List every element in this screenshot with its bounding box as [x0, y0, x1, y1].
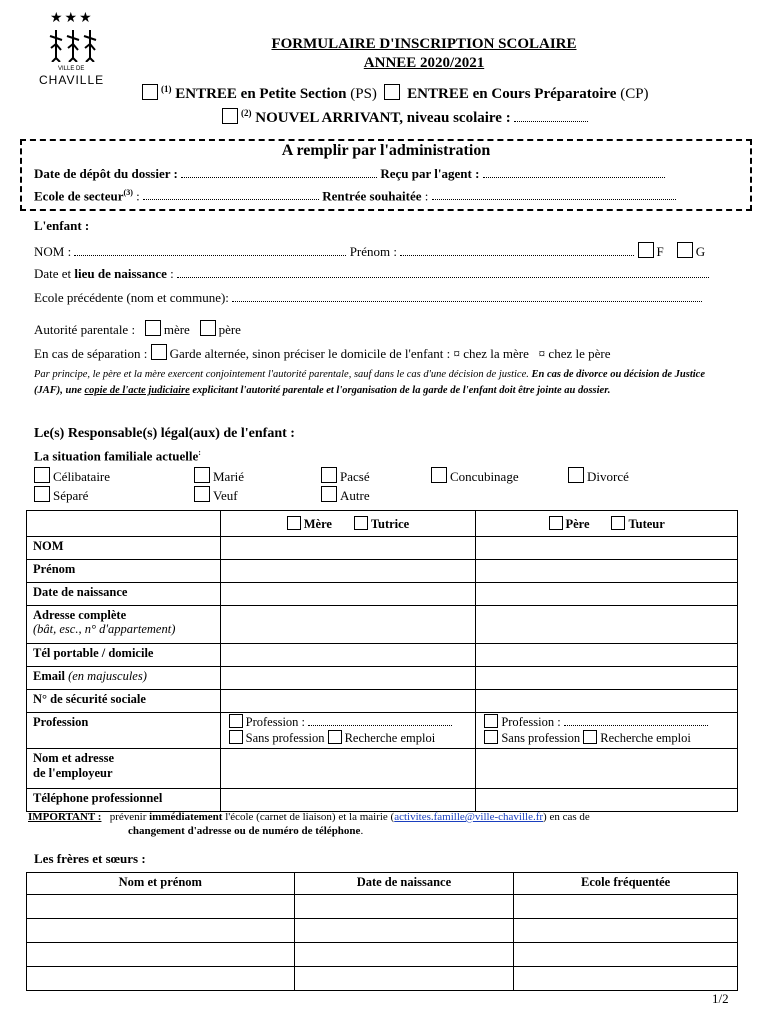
- tel-mere-cell[interactable]: [220, 644, 476, 667]
- recu-par-label: Reçu par l'agent :: [380, 166, 480, 181]
- important-text-d: ) en cas de: [543, 811, 590, 823]
- table-row: [27, 606, 738, 644]
- secu-pere-cell[interactable]: [476, 690, 738, 713]
- tel-pro-pere-cell[interactable]: [476, 789, 738, 812]
- recherche-emploi-mere: Recherche emploi: [344, 731, 436, 745]
- nom-label: NOM :: [34, 244, 72, 259]
- profession-pere-label: Profession :: [501, 715, 561, 729]
- table-row: [27, 919, 738, 943]
- date-lieu-label-b: lieu de naissance: [74, 266, 167, 281]
- table-row: [27, 667, 738, 690]
- situation-option-label: Veuf: [213, 488, 238, 503]
- table-row: [27, 583, 738, 606]
- important-text-f: .: [360, 825, 364, 837]
- guardian-table-header: [27, 511, 738, 537]
- adresse-note: (bât, esc., n° d'appartement): [33, 622, 176, 636]
- situation-option: [34, 467, 110, 485]
- nom-mere-cell[interactable]: [220, 537, 476, 560]
- sibling-cell[interactable]: [294, 943, 514, 967]
- option-petite-section: ENTREE en Petite Section: [175, 86, 347, 102]
- situation-option-label: Divorcé: [587, 469, 629, 484]
- sans-profession-mere: Sans profession: [245, 731, 325, 745]
- admin-row-2: Ecole de secteur$^{(3)}$ : Rentrée souhaitée :: [34, 188, 676, 204]
- naissance-mere-cell[interactable]: [220, 583, 476, 606]
- important-text-e: changement d'adresse ou de numéro de téléphone: [128, 825, 361, 837]
- form-year: ANNEE 2020/2021: [363, 55, 485, 71]
- situation-option: [194, 467, 244, 485]
- checkbox-recherche-emploi-mere[interactable]: [328, 730, 342, 744]
- rentree-label: Rentrée souhaitée: [322, 188, 422, 204]
- chez-mere-option[interactable]: ¤ chez la mère: [453, 346, 529, 361]
- autorite-pere-label: père: [218, 322, 241, 337]
- situation-option-label: Concubinage: [450, 469, 519, 484]
- checkbox-petite-section[interactable]: [142, 84, 158, 100]
- prenom-pere-cell[interactable]: [476, 560, 738, 583]
- autorite-mere-label: mère: [163, 322, 190, 337]
- checkbox-tutrice[interactable]: [354, 516, 368, 530]
- employeur-mere-cell[interactable]: [220, 749, 476, 789]
- nom-field[interactable]: [74, 255, 346, 256]
- profession-mere-field[interactable]: [308, 725, 452, 726]
- important-text-c: l'école (carnet de liaison) et la mairie (: [225, 811, 395, 823]
- sibling-cell[interactable]: [27, 895, 295, 919]
- situation-option-label: Séparé: [53, 488, 89, 503]
- situation-sup: :: [198, 448, 201, 457]
- previous-school-row: [34, 290, 702, 306]
- checkbox-fille[interactable]: [638, 242, 654, 258]
- separation-label: En cas de séparation :: [34, 346, 148, 361]
- row-label-employeur: [27, 749, 221, 789]
- secu-mere-cell[interactable]: [220, 690, 476, 713]
- checkbox-nouvel-arrivant[interactable]: [222, 108, 238, 124]
- table-row: [27, 789, 738, 812]
- employeur-label-1: Nom et adresse: [33, 751, 114, 765]
- important-line2: [128, 825, 363, 837]
- row-label-tel-pro: Téléphone professionnel: [27, 789, 221, 812]
- situation-option: [431, 467, 519, 485]
- adresse-mere-cell[interactable]: [220, 606, 476, 644]
- situation-option: [321, 486, 370, 504]
- nom-pere-cell[interactable]: [476, 537, 738, 560]
- separation-row: [34, 344, 610, 362]
- pere-col-label: Père: [565, 516, 590, 531]
- situation-option: [194, 486, 238, 504]
- form-title: FORMULAIRE D'INSCRIPTION SCOLAIRE: [271, 36, 577, 52]
- sibling-cell[interactable]: [27, 943, 295, 967]
- situation-option-label: Marié: [213, 469, 245, 484]
- row-label-email: [27, 667, 221, 690]
- table-row: [27, 943, 738, 967]
- checkbox-situation[interactable]: [431, 467, 447, 483]
- checkbox-pere[interactable]: [549, 516, 563, 530]
- note-3-marker: (3): [123, 188, 133, 197]
- ecole-precedente-field[interactable]: [232, 301, 702, 302]
- siblings-col-ecole: Ecole fréquentée: [514, 873, 738, 895]
- principle-a: Par principe, le père et la mère exercent conjointement l'autorité parentale, sauf dans le cas d'une décision de justice.: [34, 369, 529, 380]
- birth-row: Date et lieu de naissance :: [34, 266, 709, 282]
- profession-pere-cell: [476, 713, 738, 749]
- header-pere-tuteur: [476, 511, 738, 537]
- situation-option-label: Célibataire: [53, 469, 111, 484]
- sibling-cell[interactable]: [514, 895, 738, 919]
- checkbox-situation[interactable]: [34, 486, 50, 502]
- logo-line2: CHAVILLE: [39, 73, 105, 87]
- email-note: (en majuscules): [68, 669, 147, 683]
- checkbox-profession-mere[interactable]: [229, 714, 243, 728]
- profession-mere-label: Profession :: [245, 715, 306, 729]
- row-label-naissance: Date de naissance: [27, 583, 221, 606]
- ecole-precedente-label: Ecole précédente (nom et commune):: [34, 290, 229, 305]
- row-label-secu: N° de sécurité sociale: [27, 690, 221, 713]
- date-depot-label: Date de dépôt du dossier :: [34, 166, 178, 181]
- situation-option-label: Autre: [340, 488, 370, 503]
- checkbox-situation[interactable]: [194, 486, 210, 502]
- siblings-col-nom: Nom et prénom: [27, 873, 295, 895]
- checkbox-profession-pere[interactable]: [484, 714, 498, 728]
- sibling-cell[interactable]: [514, 943, 738, 967]
- checkbox-recherche-emploi-pere[interactable]: [583, 730, 597, 744]
- enrollment-options-row: [142, 84, 649, 103]
- option-cp-abbr: (CP): [620, 86, 649, 102]
- tel-pere-cell[interactable]: [476, 644, 738, 667]
- situation-option-label: Pacsé: [340, 469, 370, 484]
- table-row: [27, 967, 738, 991]
- table-row: [27, 749, 738, 789]
- siblings-col-date: Date de naissance: [294, 873, 514, 895]
- admin-row-1: [34, 166, 665, 182]
- situation-option: [568, 467, 629, 485]
- recu-par-field[interactable]: [483, 177, 665, 178]
- important-text-a: prévenir: [109, 811, 147, 823]
- prenom-mere-cell[interactable]: [220, 560, 476, 583]
- note-1-marker: (1): [161, 84, 172, 94]
- checkbox-garde-alternee[interactable]: [151, 344, 167, 360]
- principle-e: l'enfant doit être jointe au dossier.: [462, 385, 611, 396]
- header-empty-cell: [27, 511, 221, 537]
- principle-d: explicitant l'autorité parentale et l'organisation de la garde de: [192, 385, 461, 396]
- prenom-field[interactable]: [400, 255, 634, 256]
- principle-b: En cas de: [531, 369, 574, 380]
- admin-title: A remplir par l'administration: [281, 142, 491, 159]
- checkbox-situation[interactable]: [34, 467, 50, 483]
- ecole-secteur-field[interactable]: [143, 199, 319, 200]
- table-row: [27, 690, 738, 713]
- sans-profession-pere: Sans profession: [501, 731, 581, 745]
- principle-c: divorce ou décision de Justice (JAF), une: [34, 369, 706, 396]
- sibling-cell[interactable]: [294, 895, 514, 919]
- sibling-cell[interactable]: [514, 967, 738, 991]
- autorite-row: [34, 320, 241, 338]
- checkbox-tuteur[interactable]: [611, 516, 625, 530]
- principle-note: [34, 367, 736, 399]
- important-note: [28, 810, 590, 825]
- child-name-row: [34, 242, 705, 260]
- email-pere-cell[interactable]: [476, 667, 738, 690]
- situation-option: [321, 467, 370, 485]
- table-row: [27, 560, 738, 583]
- child-heading: L'enfant :: [34, 218, 90, 233]
- date-lieu-label-a: Date et: [34, 266, 72, 281]
- situation-heading: [34, 448, 201, 464]
- checkbox-garcon[interactable]: [677, 242, 693, 258]
- nouvel-arrivant-row: [222, 108, 588, 127]
- niveau-scolaire-field[interactable]: [514, 121, 588, 122]
- rentree-field[interactable]: [432, 199, 676, 200]
- fille-label: F: [656, 244, 664, 259]
- sibling-cell[interactable]: [294, 919, 514, 943]
- principle-link: copie de l'acte judiciaire: [84, 385, 190, 396]
- table-row: [27, 713, 738, 749]
- checkbox-cours-preparatoire[interactable]: [384, 84, 400, 100]
- logo-stars: ★★★: [50, 11, 94, 26]
- siblings-heading: Les frères et sœurs :: [34, 851, 146, 866]
- checkbox-mere[interactable]: [287, 516, 301, 530]
- email-mere-cell[interactable]: [220, 667, 476, 690]
- checkbox-autorite-mere[interactable]: [145, 320, 161, 336]
- header-mere-tutrice: [220, 511, 476, 537]
- row-label-prenom: Prénom: [27, 560, 221, 583]
- logo-line1: VILLE DE: [58, 66, 85, 72]
- siblings-header: [27, 873, 738, 895]
- mere-col-label: Mère: [303, 516, 332, 531]
- situation-option: [34, 486, 88, 504]
- checkbox-sans-profession-mere[interactable]: [229, 730, 243, 744]
- table-row: [27, 537, 738, 560]
- option-cours-preparatoire: ENTREE en Cours Préparatoire: [407, 86, 617, 102]
- tel-pro-mere-cell[interactable]: [220, 789, 476, 812]
- tuteur-col-label: Tuteur: [628, 516, 665, 531]
- employeur-pere-cell[interactable]: [476, 749, 738, 789]
- row-label-adresse: [27, 606, 221, 644]
- sibling-cell[interactable]: [294, 967, 514, 991]
- date-depot-field[interactable]: [181, 177, 377, 178]
- adresse-label: Adresse complète: [33, 608, 127, 622]
- checkbox-situation[interactable]: [568, 467, 584, 483]
- row-label-nom: NOM: [27, 537, 221, 560]
- table-row: [27, 895, 738, 919]
- guardian-table: [26, 510, 738, 812]
- garde-label: Garde alternée, sinon préciser le domicile de l'enfant :: [169, 346, 451, 361]
- naissance-field[interactable]: [177, 277, 709, 278]
- prenom-label: Prénom :: [349, 244, 398, 259]
- option-ps-abbr: (PS): [350, 86, 377, 102]
- garcon-label: G: [695, 244, 706, 259]
- checkbox-situation[interactable]: [321, 486, 337, 502]
- tutrice-col-label: Tutrice: [370, 516, 410, 531]
- naissance-pere-cell[interactable]: [476, 583, 738, 606]
- recherche-emploi-pere: Recherche emploi: [600, 731, 691, 745]
- option-nouvel-arrivant: NOUVEL ARRIVANT, niveau scolaire :: [255, 110, 511, 126]
- situation-label: La situation familiale actuelle: [34, 448, 199, 464]
- sibling-cell[interactable]: [27, 967, 295, 991]
- checkbox-situation[interactable]: [194, 467, 210, 483]
- profession-pere-field[interactable]: [564, 725, 708, 726]
- ecole-secteur-label: Ecole de secteur: [34, 188, 124, 204]
- checkbox-sans-profession-pere[interactable]: [484, 730, 498, 744]
- checkbox-autorite-pere[interactable]: [200, 320, 216, 336]
- checkbox-situation[interactable]: [321, 467, 337, 483]
- siblings-table: [26, 872, 738, 991]
- row-label-tel: Tél portable / domicile: [27, 644, 221, 667]
- table-row: [27, 644, 738, 667]
- employeur-label-2: de l'employeur: [33, 766, 113, 780]
- important-label: IMPORTANT :: [28, 811, 102, 823]
- chez-pere-option[interactable]: ¤ chez le père: [538, 346, 611, 361]
- sibling-cell[interactable]: [27, 919, 295, 943]
- mairie-email-link[interactable]: activites.famille@ville-chaville.fr: [394, 811, 544, 823]
- row-label-profession: Profession: [27, 713, 221, 749]
- adresse-pere-cell[interactable]: [476, 606, 738, 644]
- important-text-b: immédiatement: [149, 811, 223, 823]
- sibling-cell[interactable]: [514, 919, 738, 943]
- autorite-label: Autorité parentale :: [34, 322, 136, 337]
- profession-mere-cell: [220, 713, 476, 749]
- page-number: 1/2: [712, 991, 729, 1006]
- guardians-heading: Le(s) Responsable(s) légal(aux) de l'enfant :: [34, 426, 295, 441]
- email-label: Email: [33, 669, 65, 683]
- note-2-marker: (2): [241, 108, 252, 118]
